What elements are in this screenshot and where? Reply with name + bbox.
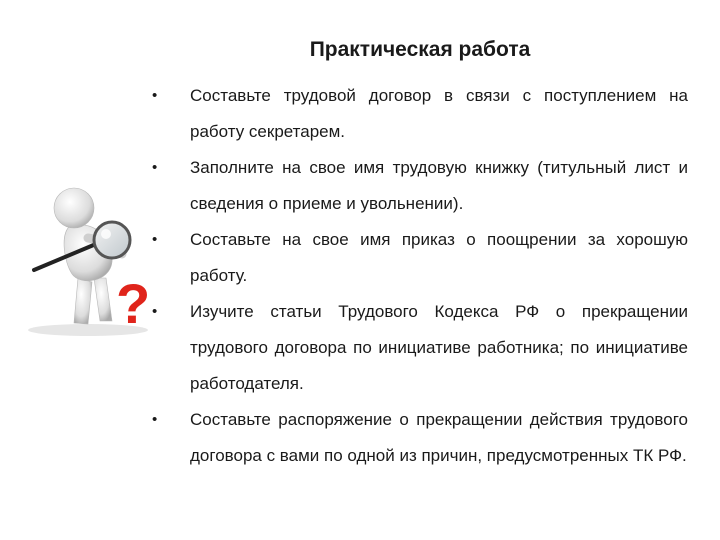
- question-mark-icon: ?: [116, 272, 151, 335]
- list-item-text: Заполните на свое имя трудовую книжку (титульный лист и сведения о приеме и увольнении).: [190, 158, 688, 213]
- person-with-magnifier-icon: [18, 178, 158, 338]
- bullet-icon: •: [152, 411, 158, 428]
- list-item: [148, 402, 688, 474]
- list-item-text: Составьте трудовой договор в связи с поступлением на работу секретарем.: [190, 86, 688, 141]
- task-list: [148, 78, 688, 474]
- list-item-text: Составьте распоряжение о прекращении действия трудового договора с вами по одной из причин, предусмотренных ТК РФ.: [190, 410, 688, 465]
- bullet-icon: •: [152, 159, 158, 176]
- list-item-text: Составьте на свое имя приказ о поощрении за хорошую работу.: [190, 230, 688, 285]
- list-item-text: Изучите статьи Трудового Кодекса РФ о прекращении трудового договора по инициативе работника; по инициативе работодателя.: [190, 302, 688, 393]
- page-title: Практическая работа: [309, 38, 531, 61]
- list-item: [148, 150, 688, 222]
- person-illustration: [18, 178, 158, 338]
- list-item: [148, 294, 688, 402]
- bullet-icon: •: [152, 87, 158, 104]
- bullet-icon: •: [152, 231, 158, 248]
- list-item: [148, 222, 688, 294]
- list-item: [148, 78, 688, 150]
- bullet-icon: •: [152, 303, 158, 320]
